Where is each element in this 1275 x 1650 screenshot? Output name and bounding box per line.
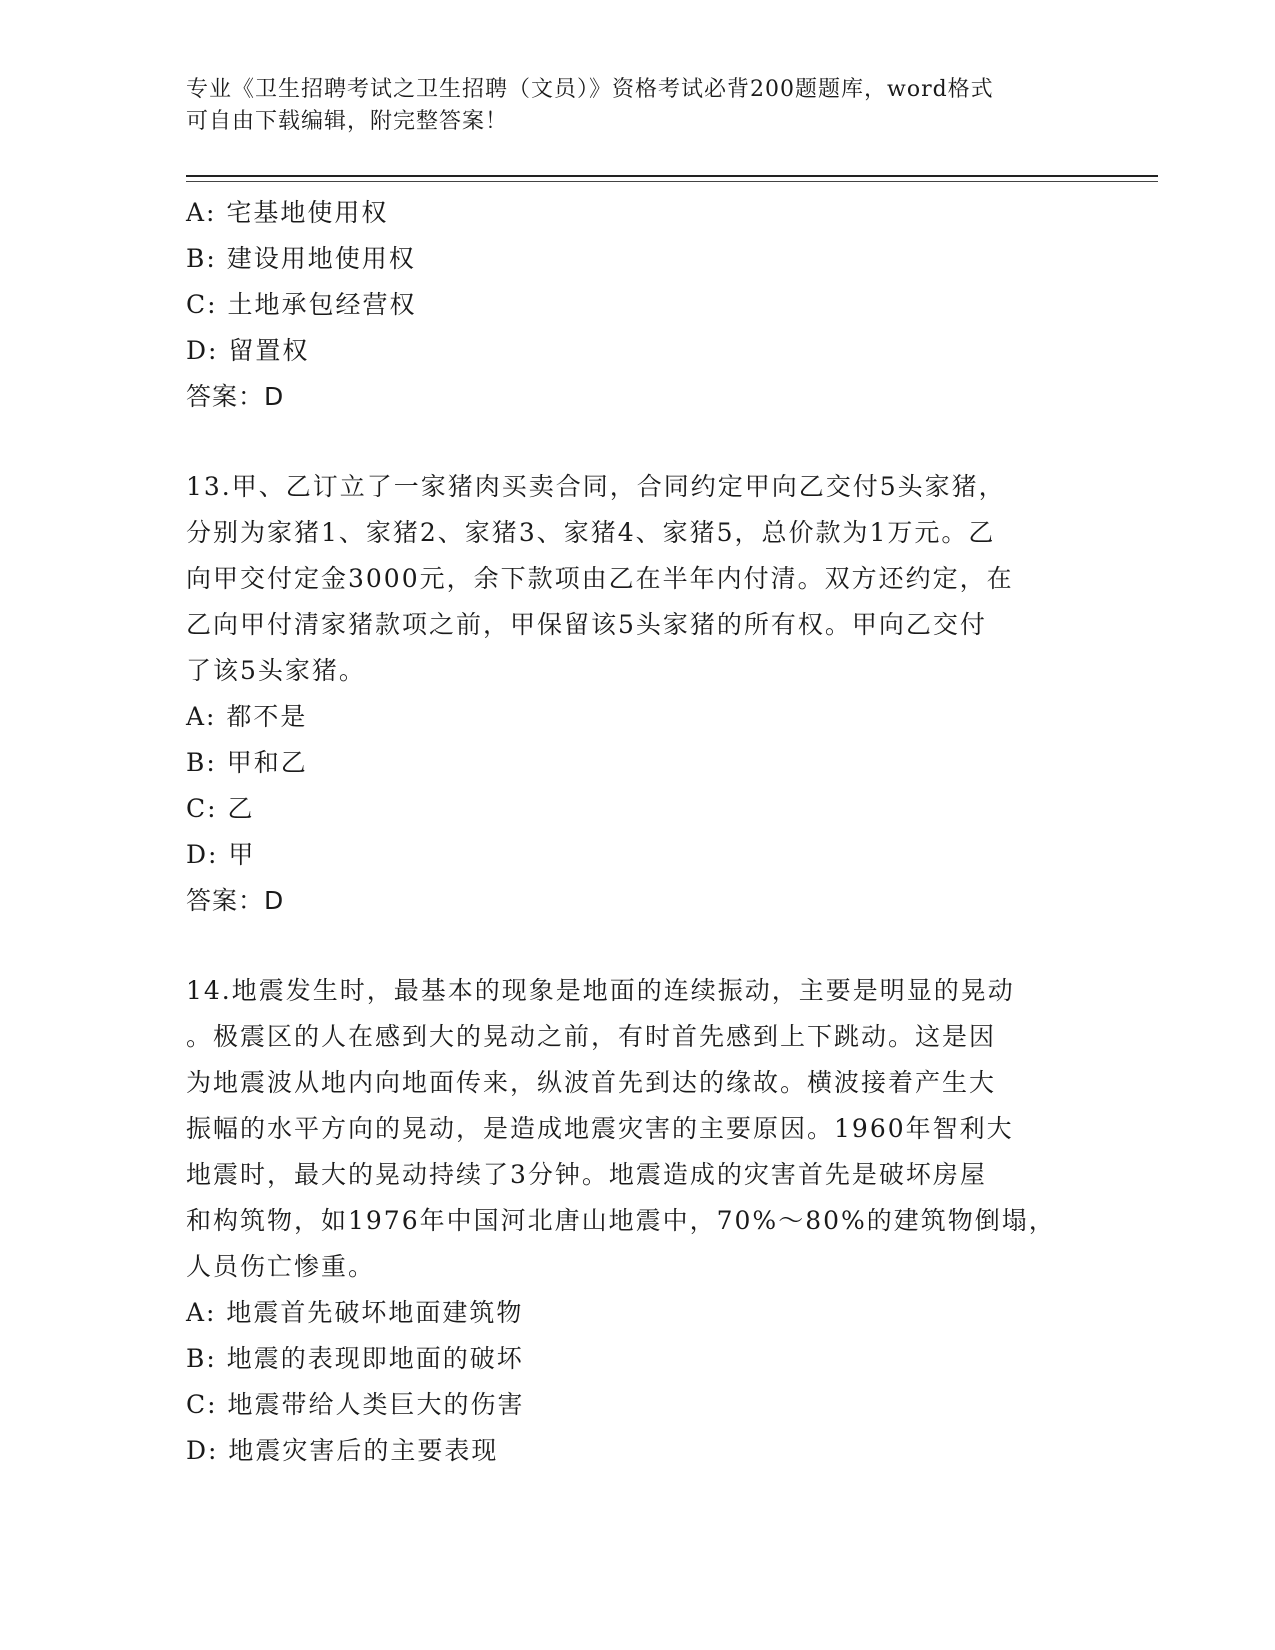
question-stem [186,968,1086,1290]
question-line: 了该5头家猪。 [186,656,366,685]
option-b: B: 地震的表现即地面的破坏 [186,1344,524,1373]
option-d: D: 地震灾害后的主要表现 [186,1436,499,1465]
option-c: C: 土地承包经营权 [186,290,417,319]
header-line-1: 专业《卫生招聘考试之卫生招聘（文员）》资格考试必背200题题库，word格式 [186,77,994,102]
question-14 [186,968,1086,1474]
question-line: 地震时，最大的晃动持续了3分钟。地震造成的灾害首先是破坏房屋 [186,1160,987,1189]
header-line-2: 可自由下载编辑，附完整答案！ [186,109,509,134]
question-line: 13.甲、乙订立了一家猪肉买卖合同，合同约定甲向乙交付5头家猪， [186,472,1006,501]
question-line: 。极震区的人在感到大的晃动之前，有时首先感到上下跳动。这是因 [186,1022,997,1051]
option-d: D: 留置权 [186,336,310,365]
question-line: 为地震波从地内向地面传来，纵波首先到达的缘故。横波接着产生大 [186,1068,997,1097]
option-c: C: 乙 [186,794,255,823]
option-c: C: 地震带给人类巨大的伤害 [186,1390,525,1419]
question-line: 乙向甲付清家猪款项之前，甲保留该5头家猪的所有权。甲向乙交付 [186,610,987,639]
question-stem [186,464,1086,694]
option-b: B: 甲和乙 [186,748,308,777]
document-header [186,74,1086,138]
question-line: 和构筑物，如1976年中国河北唐山地震中，70%～80%的建筑物倒塌， [186,1206,1056,1235]
option-a: A: 地震首先破坏地面建筑物 [186,1298,524,1327]
option-b: B: 建设用地使用权 [186,244,416,273]
spacer [186,420,1086,464]
document-body [186,190,1086,1474]
option-a: A: 都不是 [186,702,308,731]
question-line: 分别为家猪1、家猪2、家猪3、家猪4、家猪5，总价款为1万元。乙 [186,518,996,547]
option-d: D: 甲 [186,840,256,869]
option-a: A: 宅基地使用权 [186,198,389,227]
header-divider-thick [186,175,1158,177]
question-line: 振幅的水平方向的晃动，是造成地震灾害的主要原因。1960年智利大 [186,1114,1014,1143]
question-13 [186,464,1086,924]
spacer [186,924,1086,968]
question-12-tail [186,190,1086,420]
question-line: 向甲交付定金3000元，余下款项由乙在半年内付清。双方还约定，在 [186,564,1014,593]
question-line: 14.地震发生时，最基本的现象是地面的连续振动，主要是明显的晃动 [186,976,1015,1005]
header-divider-thin [186,181,1158,182]
answer: 答案：D [186,382,285,411]
answer: 答案：D [186,886,285,915]
question-line: 人员伤亡惨重。 [186,1252,376,1281]
